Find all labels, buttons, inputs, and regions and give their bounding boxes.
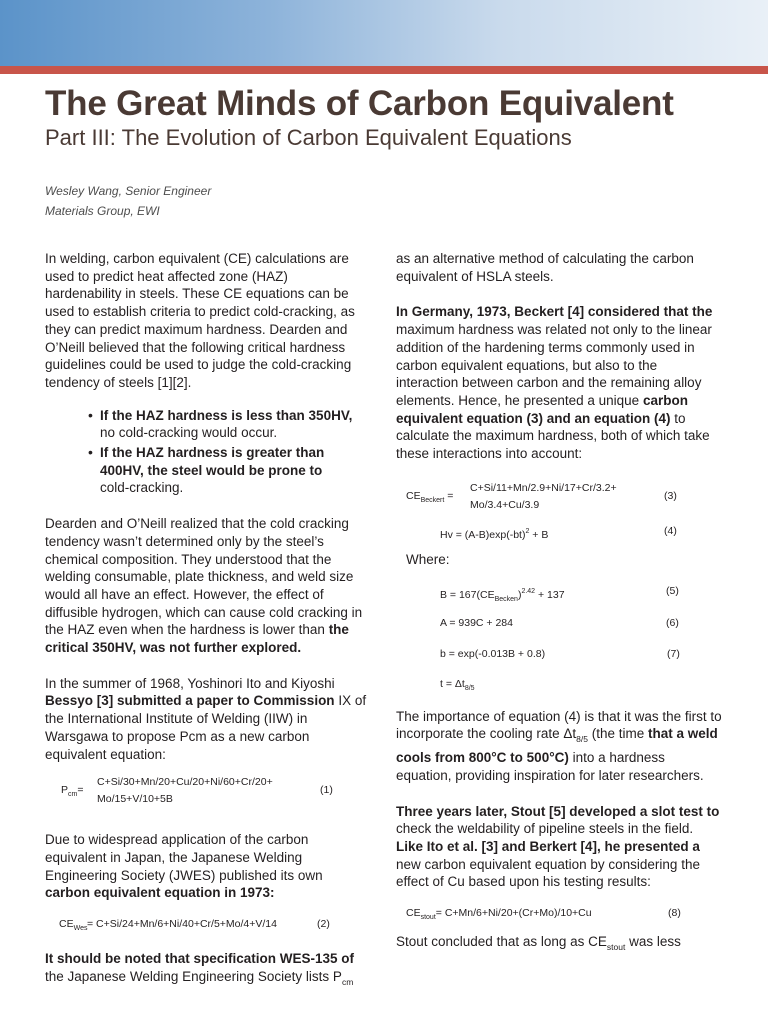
criteria-text: cold-cracking.: [100, 480, 184, 496]
criteria-strong: If the HAZ hardness is greater than 400HV, the steel would be prone to: [100, 445, 325, 478]
equation-2: [45, 916, 367, 940]
equation-number: (4): [664, 524, 677, 537]
paragraph-text: Due to widespread application of the carbon equivalent in Japan, the Japanese Welding Engineering Society (JWES) published its own: [45, 832, 323, 883]
hsla-paragraph: as an alternative method of calculating the carbon equivalent of HSLA steels.: [396, 251, 694, 284]
where-label: Where:: [406, 551, 450, 567]
paragraph-text: In the summer of 1968, Yoshinori Ito and Kiyoshi: [45, 675, 335, 691]
author-name: Wesley Wang, Senior Engineer: [45, 184, 212, 198]
paragraph-emphasis: Three years later, Stout [5] developed a slot test to: [396, 803, 720, 819]
equation-rhs: = C+Si/24+Mn/6+Ni/40+Cr/5+Mo/4+V/14: [87, 918, 277, 931]
list-item: [90, 444, 367, 497]
jwes-paragraph: [45, 831, 367, 902]
equation-rhs: C+Si/30+Mn/20+Cu/20+Ni/60+Cr/20+ Mo/15+V/10+5B: [97, 776, 273, 806]
equation-t: [396, 676, 722, 708]
equation-4: [396, 523, 722, 551]
header-banner: [0, 0, 768, 66]
intro-paragraph: In welding, carbon equivalent (CE) calculations are used to predict heat affected zone (HAZ) hardenability in steels. These CE equations can be used to establish criteria to predict cold-cracking, as they can predict maximum hardness. Dearden and O’Neill believed that the following critical hardness guidelines could be used to judge the cold-cracking tendency of steels [1][2].: [45, 251, 355, 390]
paragraph-emphasis: the critical 350HV, was not further explored.: [45, 622, 349, 656]
ito-paragraph: [45, 675, 367, 764]
equation-6: [396, 615, 722, 646]
equation-8: [396, 905, 722, 933]
paragraph-text: into a hardness equation, providing inspiration for later researchers.: [396, 750, 704, 783]
paragraph-text: new carbon equivalent equation by considering the effect of Cu based upon his testing results:: [396, 856, 700, 890]
criteria-strong: If the HAZ hardness is less than 350HV,: [100, 407, 353, 423]
paragraph-text: maximum hardness was related not only to the linear addition of the hardening terms commonly used in carbon equivalent equations, but also to the interaction between carbon and the remaining alloy elements. Hence, he presented a unique: [396, 322, 712, 408]
dearden-paragraph: [45, 515, 367, 657]
paragraph-text: to calculate the maximum hardness, both of which take these interactions into account:: [396, 410, 710, 462]
paragraph-emphasis: carbon equivalent equation (3) and an equation (4): [396, 392, 688, 426]
hardness-criteria-list: [90, 407, 367, 498]
equation-body: $B = 167(CE_{Becken})^{2.42} + 137$: [440, 587, 565, 603]
equation4-importance-paragraph: The importance of equation (4) is that it was the first to incorporate the cooling rate $\Delta t_{8/5}$ (the time that a weld cools from 800°C to 500°C) into a hardness equation, providing inspiration for later researchers.: [396, 708, 722, 783]
paragraph-text: The importance of equation (4) is that it was the first to incorporate the cooling rate Δt: [396, 708, 722, 742]
list-item: [90, 407, 367, 442]
beckert-paragraph: [396, 303, 722, 462]
equation-body: b = exp(-0.013B + 0.8): [440, 647, 546, 660]
equation-number: (7): [667, 647, 680, 660]
equation-7: [396, 646, 722, 676]
paragraph-emphasis: that a weld cools from 800°C to 500°C): [396, 726, 718, 766]
author-block: [45, 181, 211, 221]
paragraph-emphasis: carbon equivalent equation in 1973:: [45, 885, 275, 901]
paragraph-emphasis: It should be noted that specification WES-135 of: [45, 951, 355, 967]
paragraph-emphasis: Like Ito et al. [3] and Berkert [4], he presented a: [396, 838, 700, 854]
paragraph-text: check the weldability of pipeline steels in the field.: [396, 821, 694, 837]
right-column: [396, 250, 722, 975]
equation-body: $CE_{stout}= C+Mn/6+Ni/20+(Cr+Mo)/10+Cu$: [406, 907, 592, 922]
equation-number: (5): [666, 584, 679, 597]
paragraph-text: Stout concluded that as long as CE: [396, 934, 607, 950]
paragraph-text: Dearden and O’Neill realized that the cold cracking tendency wasn’t determined only by the steel’s chemical composition. They understood that the welding consumable, plate thickness, and weld size would all have an effect. However, the effect of diffusible hydrogen, which can cause cold cracking in the HAZ even when the hardness is lower than: [45, 516, 363, 638]
equation-number: (2): [317, 918, 330, 931]
equation-body: $t = \Delta t_{8/5}$: [440, 677, 475, 692]
equation-1: [45, 775, 367, 819]
header-stripe: [0, 66, 768, 74]
paragraph-emphasis: Bessyo [3] submitted a paper to Commission: [45, 693, 335, 709]
equation-lhs: $CE_{Beckert}$ =: [406, 489, 454, 504]
equation-3: [396, 481, 722, 521]
stout-conclusion-paragraph: Stout concluded that as long as $CE_{stout}$ was less: [396, 934, 681, 953]
equation-lhs: $CE_{Wes}$: [59, 918, 88, 933]
equation-body: A = 939C + 284: [440, 616, 513, 629]
article-title: The Great Minds of Carbon Equivalent: [45, 84, 674, 123]
equation-rhs: C+Si/11+Mn/2.9+Ni/17+Cr/3.2+ Mo/3.4+Cu/3.9: [470, 481, 617, 511]
paragraph-text: the Japanese Welding Engineering Society lists P: [45, 968, 342, 984]
article-subtitle: Part III: The Evolution of Carbon Equivalent Equations: [45, 125, 572, 150]
wes135-paragraph: It should be noted that specification WES-135 of the Japanese Welding Engineering Society lists $P_{cm}$: [45, 951, 355, 987]
equation-number: (1): [320, 784, 333, 797]
equation-lhs: $P_{cm}=$: [61, 784, 84, 799]
equation-number: (3): [664, 489, 677, 502]
paragraph-text: IX of the International Institute of Welding (IIW) in Warsgawa to propose Pcm as a new carbon equivalent equation:: [45, 693, 367, 762]
equation-number: (8): [668, 907, 681, 920]
equation-number: (6): [666, 616, 679, 629]
author-affiliation: Materials Group, EWI: [45, 204, 160, 218]
stout-paragraph: [396, 803, 722, 892]
equation-5: [396, 583, 722, 615]
paragraph-emphasis: In Germany, 1973, Beckert [4] considered that the: [396, 304, 713, 320]
criteria-text: no cold-cracking would occur.: [100, 425, 278, 441]
equation-body: $Hv = (A-B)\exp(-bt)^2 + B$: [440, 527, 549, 541]
left-column: [45, 250, 367, 1010]
